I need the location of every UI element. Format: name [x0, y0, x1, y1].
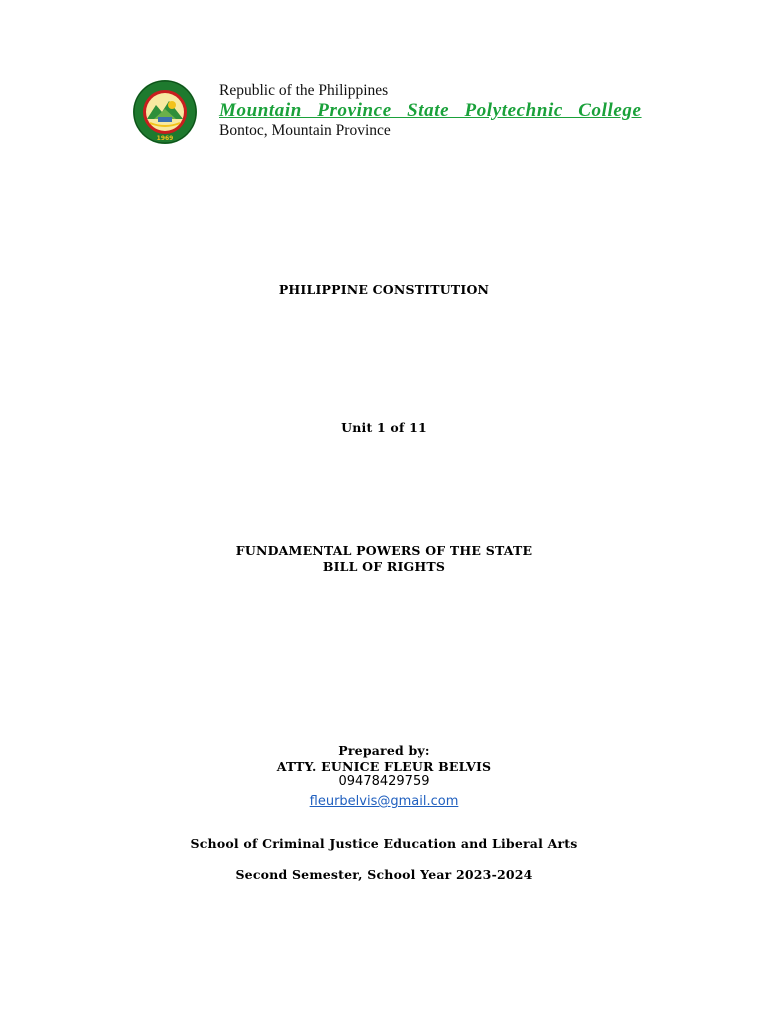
letterhead-text [219, 82, 659, 140]
prepared-by-label: Prepared by: [338, 743, 430, 758]
topic-line-1: FUNDAMENTAL POWERS OF THE STATE [235, 543, 533, 558]
school-term: Second Semester, School Year 2023-2024 [235, 867, 533, 882]
letterhead [132, 77, 652, 147]
republic-label: Republic of the Philippines [219, 82, 389, 99]
topic-line-2: BILL OF RIGHTS [322, 559, 446, 574]
college-location: Bontoc, Mountain Province [219, 122, 391, 139]
college-name: Mountain Province State Polytechnic College [219, 100, 642, 121]
school-name: School of Criminal Justice Education and Liberal Arts [190, 836, 578, 851]
college-seal-icon [132, 79, 198, 145]
author-name: ATTY. EUNICE FLEUR BELVIS [276, 759, 492, 774]
unit-label: Unit 1 of 11 [341, 420, 427, 435]
author-phone: 09478429759 [338, 774, 430, 789]
author-email-link[interactable]: fleurbelvis@gmail.com [309, 794, 459, 809]
subject-title: PHILIPPINE CONSTITUTION [278, 282, 490, 297]
seal-year: 1969 [156, 135, 174, 142]
